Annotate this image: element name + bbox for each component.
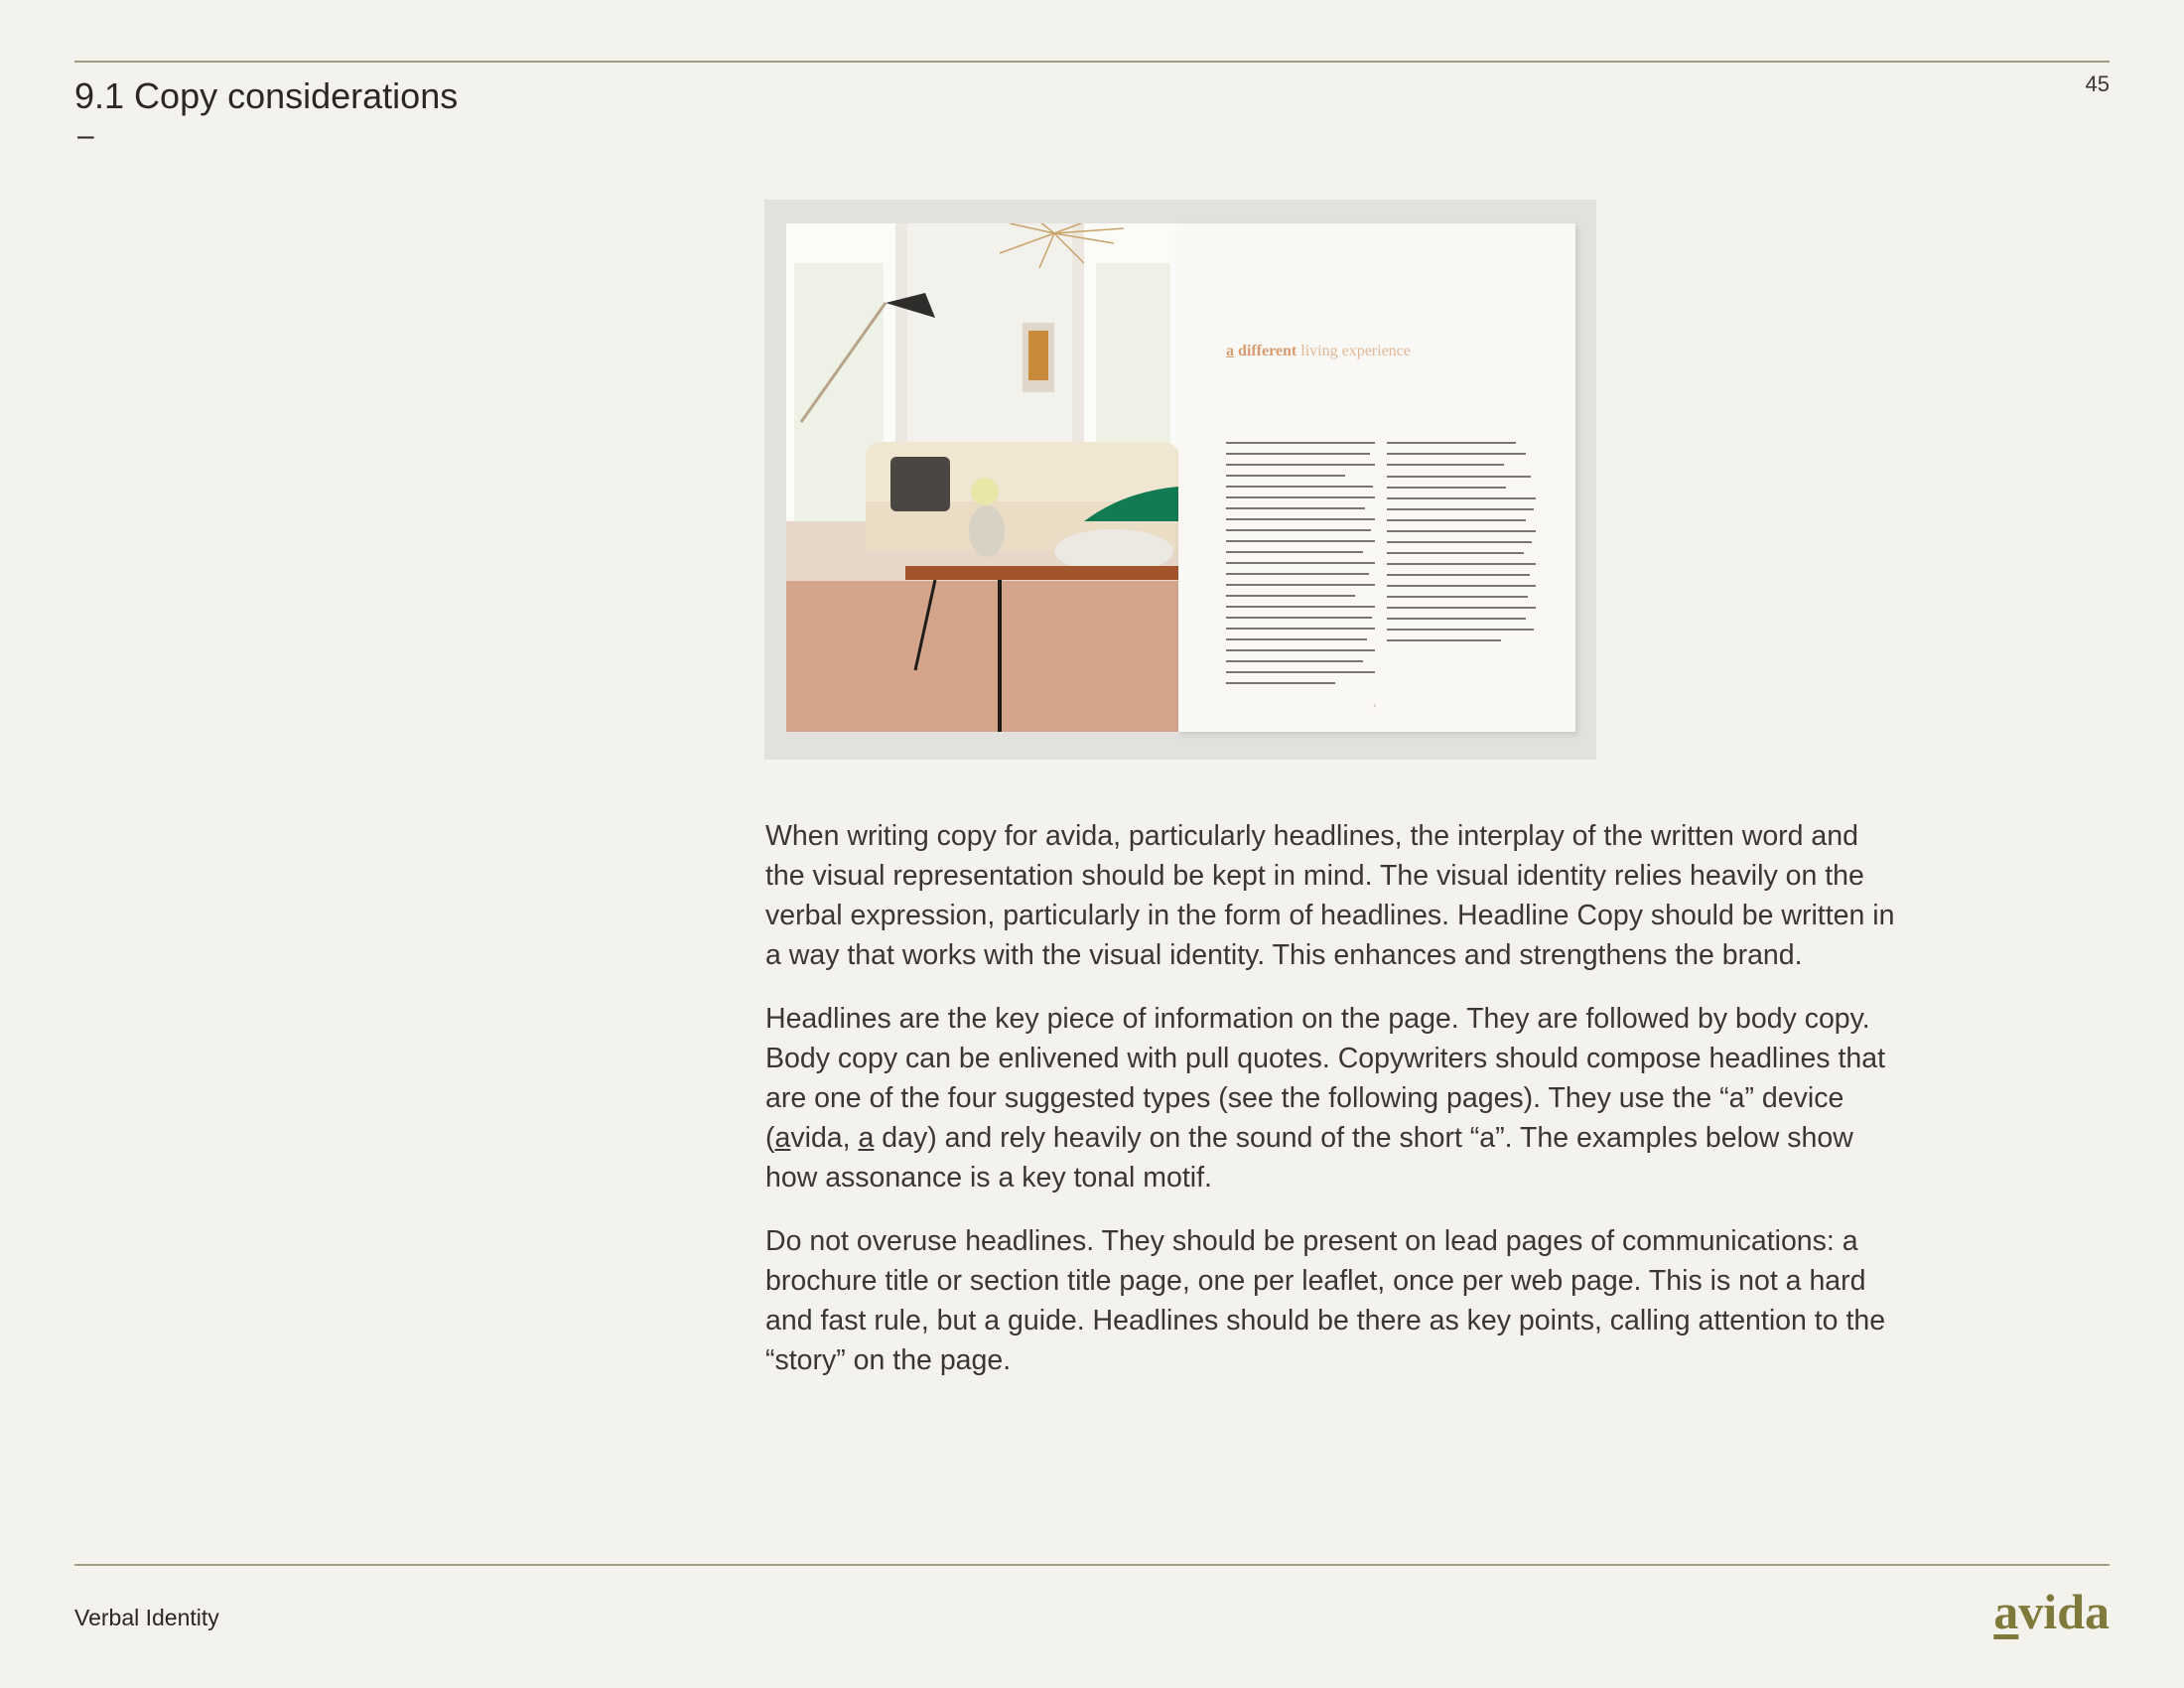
logo-underlined-a: a — [1993, 1584, 2019, 1639]
paragraph-3: Do not overuse headlines. They should be present on lead pages of communications: a brochure title or section title page, one per leaflet, once per web page. This is not a hard and fast rule, but a guide. Headlines should be there as key points, calling attention to the “story” on the page. — [765, 1225, 1886, 1376]
spread-headline — [1226, 343, 1411, 360]
paragraph-2-part-b: vida, — [790, 1122, 859, 1154]
header-rule — [74, 61, 2110, 63]
footer-section-label: Verbal Identity — [74, 1605, 219, 1630]
body-copy — [765, 816, 1897, 1404]
spread-body-column-right — [1387, 442, 1536, 650]
logo-rest: vida — [2018, 1584, 2110, 1639]
paragraph-2 — [765, 999, 1897, 1197]
paragraph-1: When writing copy for avida, particularly headlines, the interplay of the written word and the visual representation should be kept in mind. The visual identity relies heavily on the verbal expression, particularly in the form of headlines. Headline Copy should be written in a way that works with the visual identity. This enhances and strengthens the brand. — [765, 820, 1895, 971]
underlined-a-1: a — [774, 1122, 791, 1154]
page-number: 45 — [2085, 71, 2110, 96]
underlined-a-2: a — [858, 1122, 875, 1154]
spread-headline-bold: different — [1238, 343, 1297, 359]
living-room-illustration — [786, 223, 1178, 732]
spread-headline-a: a — [1226, 343, 1234, 359]
spread-folio: › — [1373, 700, 1376, 710]
brochure-text-page — [1178, 223, 1575, 732]
page-title: 9.1 Copy considerations — [74, 75, 459, 116]
paragraph-2-part-a: Headlines are the key piece of information on the page. They are followed by body copy. Body copy can be enlivened with pull quotes. Copywriters should compose headlines that are one of the four suggested types (see the following pages). They use the “a” device ( — [765, 1003, 1886, 1154]
brochure-spread-mockup — [764, 200, 1596, 760]
spread-headline-light: living experience — [1300, 343, 1411, 359]
paragraph-2-part-c: day) and rely heavily on the sound of the short “a”. The examples below show how assonance is a key tonal motif. — [765, 1122, 1853, 1194]
living-room-photo — [786, 223, 1178, 732]
footer-rule — [74, 1564, 2110, 1566]
avida-logo — [1993, 1583, 2110, 1640]
spread-body-column-left — [1226, 442, 1375, 693]
title-dash: – — [77, 119, 94, 152]
